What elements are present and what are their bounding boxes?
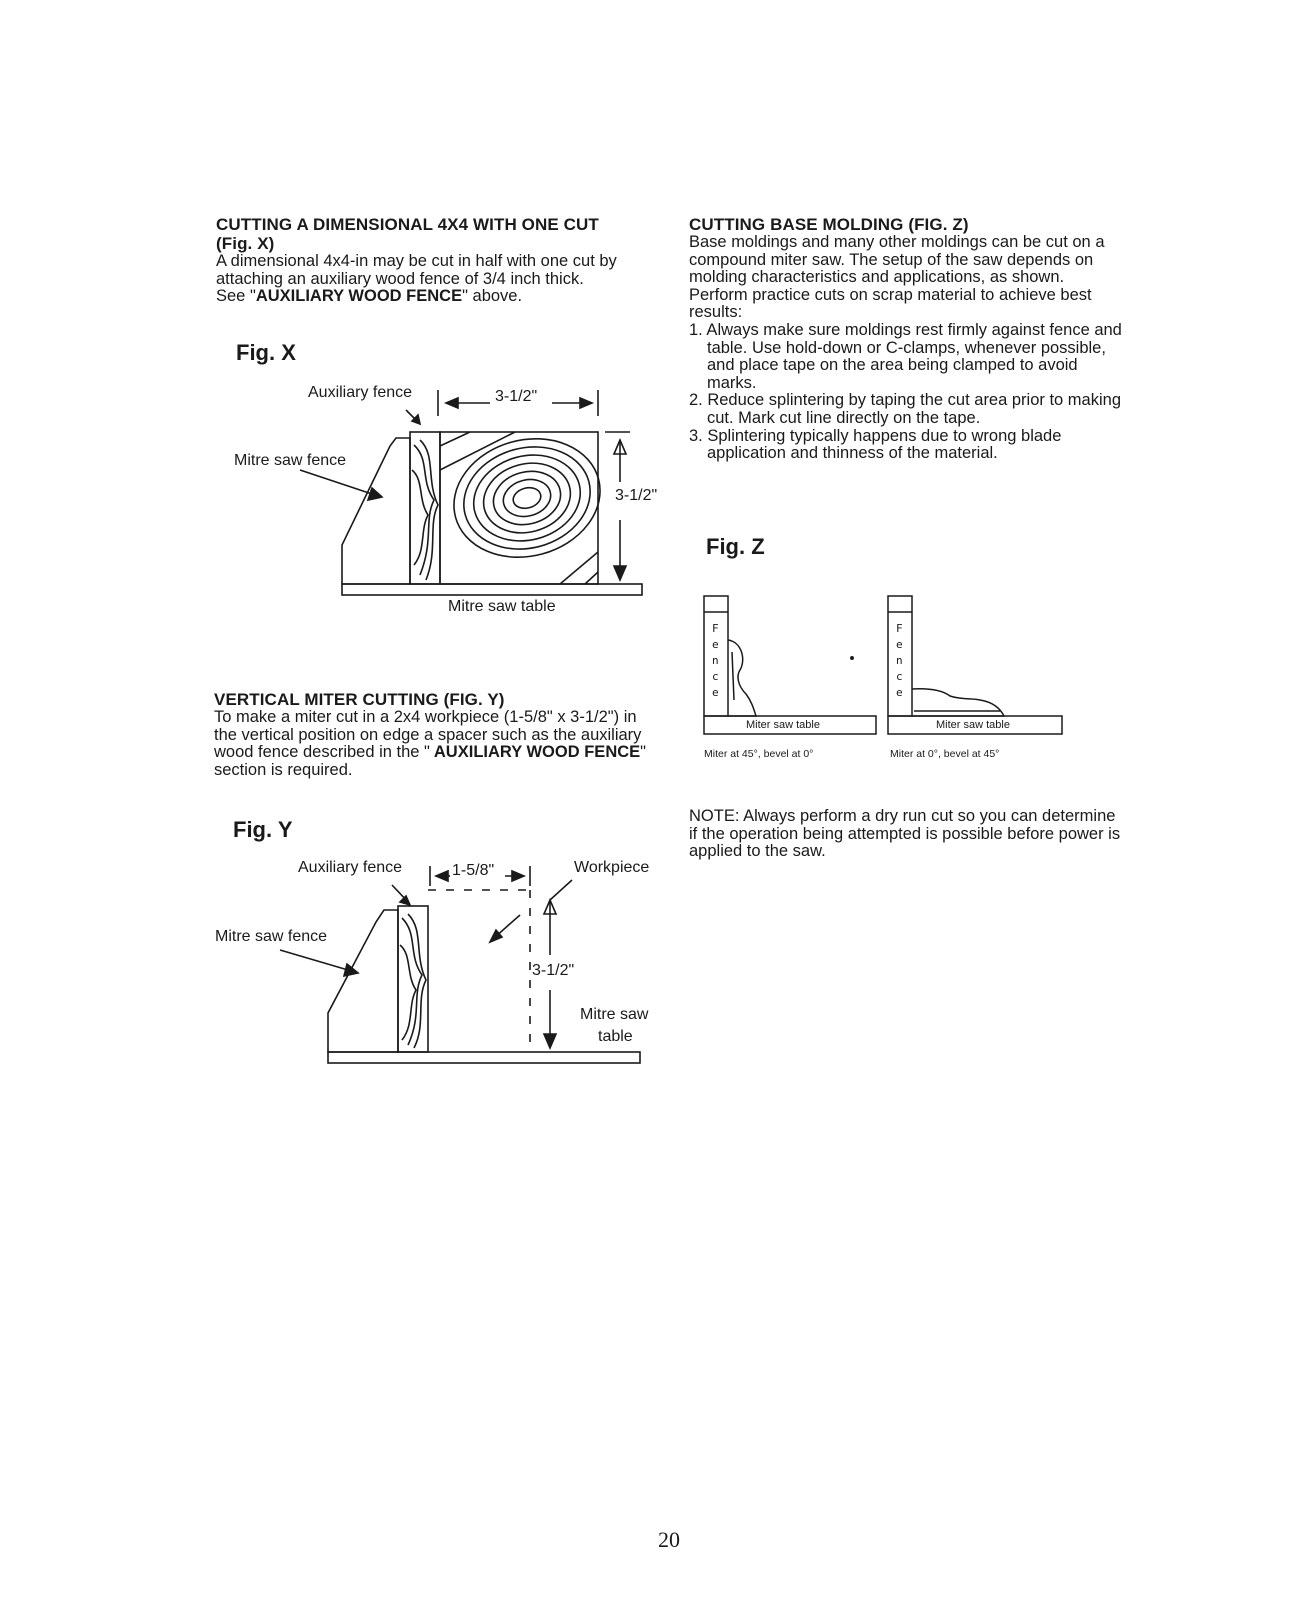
page-number: 20 <box>658 1527 680 1552</box>
section-heading-ref: (Fig. X) <box>216 234 275 253</box>
left-fence-letter: e <box>712 686 719 699</box>
list-item: 1. Always make sure moldings rest firmly against fence and table. Use hold-down or C-clamps, whenever possible, and place tape on the area being clamped to avoid marks. <box>689 320 1122 392</box>
section-heading: CUTTING BASE MOLDING (FIG. Z) <box>689 215 969 234</box>
fig-x-table-label: Mitre saw table <box>448 598 556 615</box>
fig-y-width-dim: 1-5/8" <box>452 862 495 879</box>
fig-y-height-dim: 3-1/2" <box>532 962 575 979</box>
section-body: Base moldings and many other moldings can be cut on a compound miter saw. The setup of the saw depends on molding characteristics and applications, as shown. Perform practice cuts on scrap material to achieve best results: <box>689 233 1105 322</box>
note-text: NOTE: Always perform a dry run cut so you can determine if the operation being attempted is possible before power is applied to the saw. <box>689 807 1121 861</box>
left-caption: Miter at 45°, bevel at 0° <box>704 748 814 760</box>
section-body: A dimensional 4x4-in may be cut in half with one cut by attaching an auxiliary wood fence of 3/4 inch thick. See "AUXILIARY WOOD FENCE" above. <box>216 252 617 306</box>
left-fence-letter: c <box>712 670 719 683</box>
fig-x-width-dim: 3-1/2" <box>495 388 538 405</box>
left-molding <box>728 640 756 716</box>
fig-y-aux-fence-label: Auxiliary fence <box>298 859 403 876</box>
fig-x-mitre-fence-label: Mitre saw fence <box>234 452 347 469</box>
right-fence-letter: c <box>896 670 903 683</box>
cross-reference: AUXILIARY WOOD FENCE <box>429 743 641 762</box>
right-caption: Miter at 0°, bevel at 45° <box>890 748 1000 760</box>
body-text: A dimensional 4x4-in may be cut in half with one cut by attaching an auxiliary wood fence of 3/4 inch thick. <box>216 252 617 288</box>
right-fence-letter: F <box>896 622 903 635</box>
right-fence-letter: n <box>896 654 903 667</box>
right-fence-letter: e <box>896 638 903 651</box>
left-table-label: Miter saw table <box>746 719 820 731</box>
fig-y-table-line1: Mitre saw <box>580 1006 649 1023</box>
fig-y-mitre-fence-label: Mitre saw fence <box>215 928 328 945</box>
fig-z-title: Fig. Z <box>706 534 765 559</box>
cross-reference: AUXILIARY WOOD FENCE <box>255 287 463 306</box>
left-fence-letter: e <box>712 638 719 651</box>
section-heading: CUTTING A DIMENSIONAL 4X4 WITH ONE CUT <box>216 215 599 234</box>
list-item: 3. Splintering typically happens due to wrong blade application and thinness of the material. <box>689 426 1062 463</box>
right-table-label: Miter saw table <box>936 719 1010 731</box>
section-heading: VERTICAL MITER CUTTING (FIG. Y) <box>214 690 505 709</box>
section-body: To make a miter cut in a 2x4 workpiece (1-5/8" x 3-1/2") in the vertical position on edge a spacer such as the auxiliary wood fence described in the " AUXILIARY WOOD FENCE" section is required. <box>214 708 647 779</box>
list-item: 2. Reduce splintering by taping the cut area prior to making cut. Mark cut line directly on the tape. <box>689 391 1121 427</box>
fig-x-aux-fence-label: Auxiliary fence <box>308 384 413 401</box>
fig-x-title: Fig. X <box>236 340 296 365</box>
fig-x-height-dim: 3-1/2" <box>615 487 658 504</box>
fig-y-workpiece-label: Workpiece <box>574 859 650 876</box>
fig-y-table-line2: table <box>598 1028 633 1045</box>
left-fence-letter: F <box>712 622 719 635</box>
right-fence-letter: e <box>896 686 903 699</box>
right-molding <box>912 689 1004 716</box>
fig-y-title: Fig. Y <box>233 817 293 842</box>
left-fence-letter: n <box>712 654 719 667</box>
